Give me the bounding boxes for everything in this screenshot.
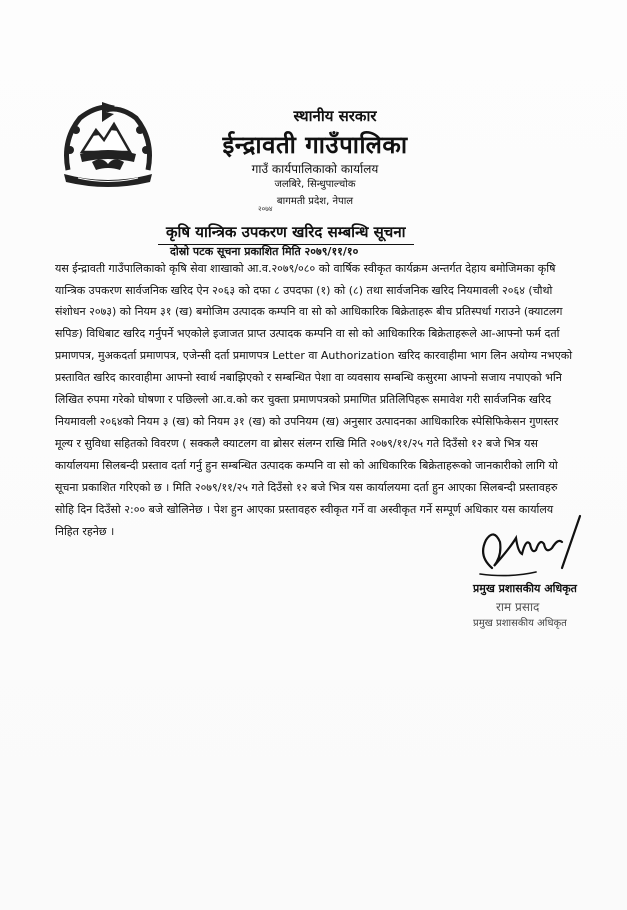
office-address: जलबिरे, सिन्धुपाल्चोक <box>274 179 356 190</box>
office-name: गाउँ कार्यपालिकाको कार्यालय <box>251 162 379 176</box>
province-country: बागमती प्रदेश, नेपाल <box>276 196 354 207</box>
body-line: कार्यालयमा सिलबन्दी प्रस्ताव दर्ता गर्नु हुन सम्बन्धित उत्पादक कम्पनि वा सो को आधिकारिक बिक्रेताहरूको जानकारीको लागि यो <box>55 459 558 472</box>
signatory-stamp-post: प्रमुख प्रशासकीय अधिकृत <box>473 618 567 629</box>
body-line: मूल्य र सुविधा सहितको विवरण ( सक्कलै क्याटलग वा ब्रोसर संलग्न राखि मिति २०७९/११/२५ गते दिउँसो १२ बजे भित्र यस <box>55 437 538 450</box>
body-line: सपिङ) विधिबाट खरिद गर्नुपर्ने भएकोले इजाजत प्राप्त उत्पादक कम्पनि वा सो को आधिकारिक बिक्रेताहरूले आ-आफ्नो फर्म दर्ता <box>55 327 560 340</box>
notice-title: कृषि यान्त्रिक उपकरण खरिद सम्बन्धि सूचना <box>158 222 414 245</box>
notice-publication-date: दोस्रो पटक सूचना प्रकाशित मिति २०७९/११/१० <box>170 245 359 258</box>
signatory-name: राम प्रसाद <box>496 600 540 614</box>
signatory-title: प्रमुख प्रशासकीय अधिकृत <box>473 582 577 595</box>
handwritten-signature <box>470 508 600 588</box>
body-line: सोहि दिन दिउँसो २:०० बजे खोलिनेछ । पेश हुन आएका प्रस्तावहरु स्वीकृत गर्ने वा अस्वीकृत गर्ने सम्पूर्ण अधिकार यस कार्यालय <box>55 503 554 516</box>
local-government-label: स्थानीय सरकार <box>293 107 377 125</box>
body-line: प्रमाणपत्र, मुअकदर्ता प्रमाणपत्र, एजेन्सी दर्ता प्रमाणपत्र Letter वा Authorization खरिद कारवाहीमा भाग लिन अयोग्य नभएको <box>55 349 573 362</box>
establishment-year: २०७४ <box>258 205 273 213</box>
body-line: यान्त्रिक उपकरण सार्वजनिक खरिद ऐन २०६३ को दफा ८ उपदफा (१) को (८) तथा सार्वजनिक खरिद नियमावली २०६४ (चौथो <box>55 284 553 297</box>
body-line: नियमावली २०६४को नियम ३ (ख) को नियम ३१ (ख) को उपनियम (ख) अनुसार उत्पादनका आधिकारिक स्पेसिफिकेसन गुणस्तर <box>55 415 559 428</box>
body-line: यस ईन्द्रावती गाउँपालिकाको कृषि सेवा शाखाको आ.व.२०७९/०८० को वार्षिक स्वीकृत कार्यक्रम अन्तर्गत देहाय बमोजिमका कृषि <box>55 262 556 275</box>
body-line: संशोधन २०७३) को नियम ३१ (ख) बमोजिम उत्पादक कम्पनि वा सो को आधिकारिक बिक्रेताहरू बीच प्रतिस्पर्धा गराउने (क्याटलग <box>55 305 563 318</box>
body-line: निहित रहनेछ । <box>55 525 115 538</box>
body-line: लिखित रुपमा गरेको घोषणा र पछिल्लो आ.व.को कर चुक्ता प्रमाणपत्रको प्रमाणित प्रतिलिपिहरू समावेश गरी सार्वजनिक खरिद <box>55 393 552 406</box>
nepal-emblem-icon <box>58 100 158 188</box>
municipality-name: ईन्द्रावती गाउँपालिका <box>222 131 408 159</box>
body-line: प्रस्तावित खरिद कारवाहीमा आफ्नो स्वार्थ नबाझिएको र सम्बन्धित पेशा वा व्यवसाय सम्बन्धि कसुरमा आफ्नो सजाय नपाएको भनि <box>55 371 562 384</box>
body-line: सूचना प्रकाशित गरिएको छ । मिति २०७९/११/२५ गते दिउँसो १२ बजे भित्र यस कार्यालयमा दर्ता हुन आएका सिलबन्दी प्रस्तावहरु <box>55 481 558 494</box>
